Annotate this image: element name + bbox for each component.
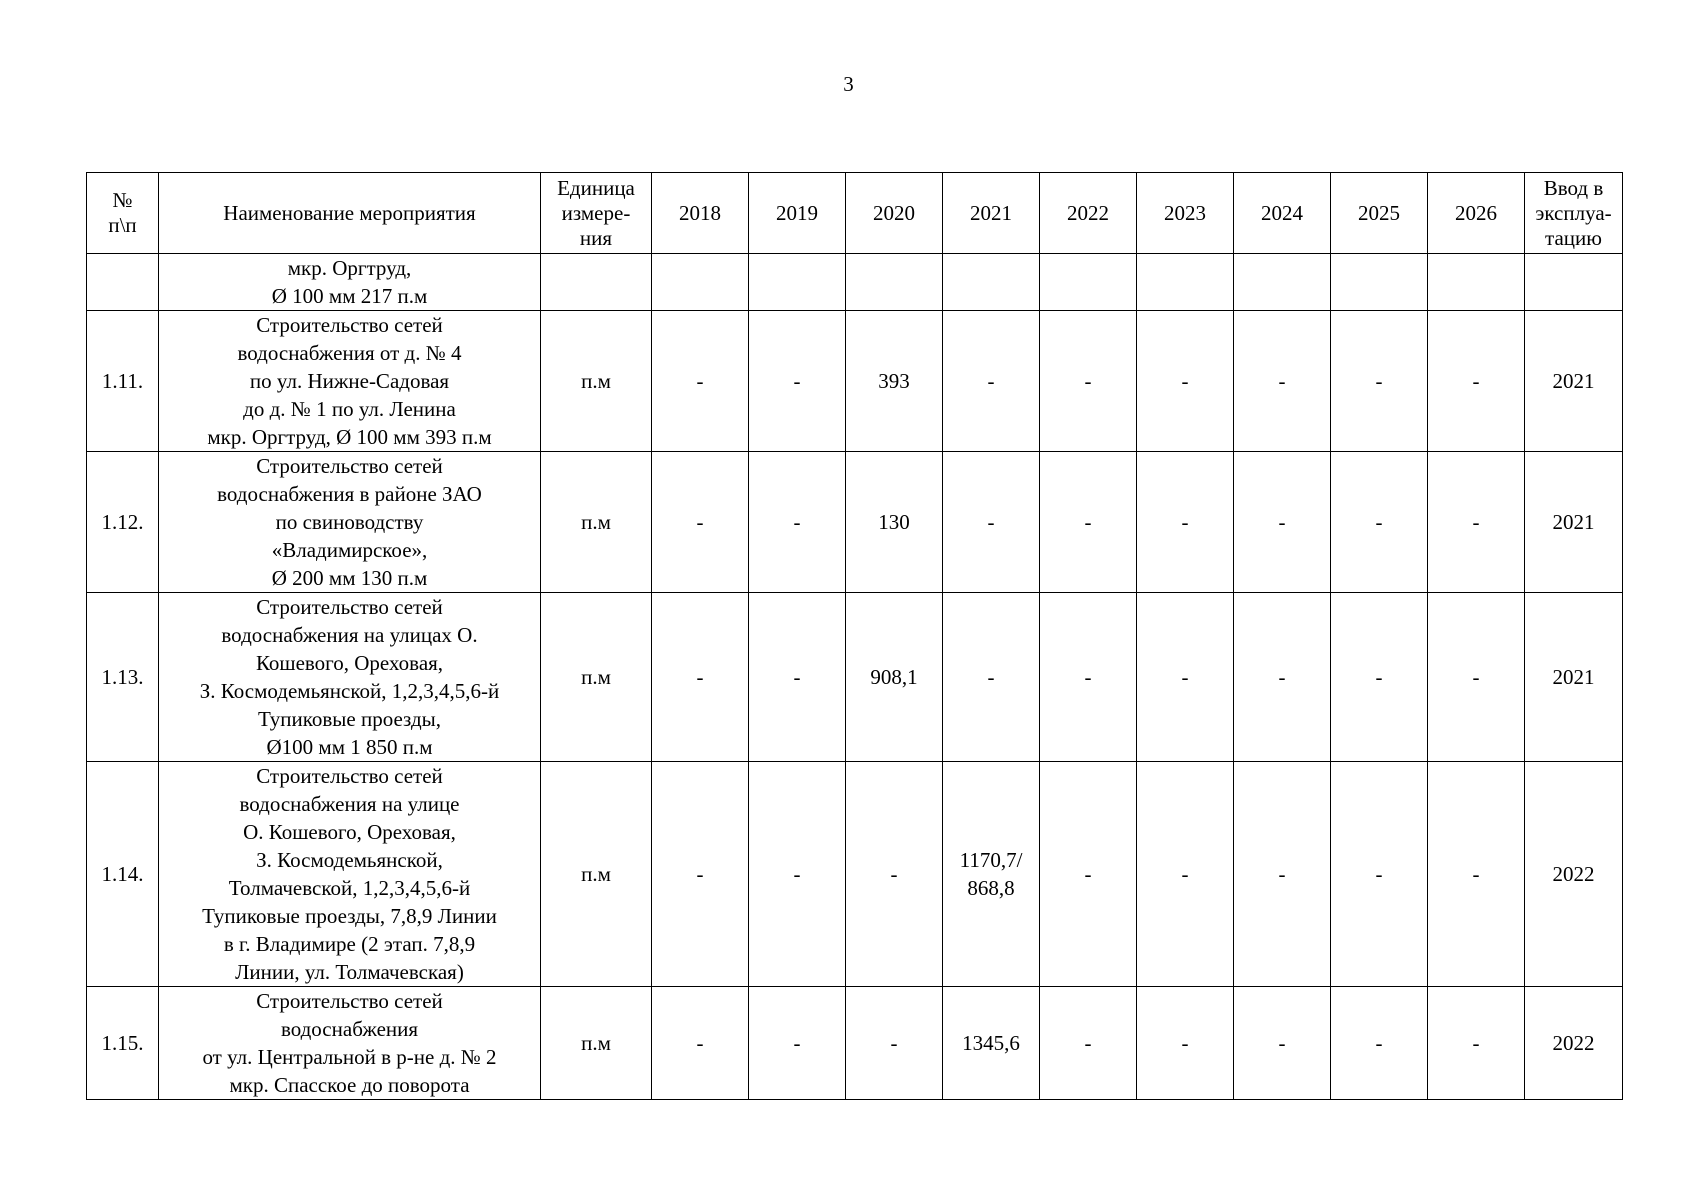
- row-2021: 1170,7/ 868,8: [943, 762, 1040, 987]
- row-2024: -: [1234, 987, 1331, 1100]
- row-2026: -: [1428, 762, 1525, 987]
- row-2025: -: [1331, 311, 1428, 452]
- row-2025: -: [1331, 593, 1428, 762]
- row-commission: 2021: [1525, 452, 1623, 593]
- header-2019: 2019: [749, 173, 846, 254]
- row-2019: -: [749, 987, 846, 1100]
- row-name: Строительство сетей водоснабжения в районе ЗАО по свиноводству «Владимирское», Ø 200 мм 130 п.м: [159, 452, 541, 593]
- row-2019: -: [749, 593, 846, 762]
- header-unit: Единица измере- ния: [541, 173, 652, 254]
- row-2022: -: [1040, 452, 1137, 593]
- header-2020: 2020: [846, 173, 943, 254]
- row-2025: -: [1331, 452, 1428, 593]
- row-num: 1.12.: [87, 452, 159, 593]
- row-2018: -: [652, 987, 749, 1100]
- header-2026: 2026: [1428, 173, 1525, 254]
- row-2026: -: [1428, 987, 1525, 1100]
- row-2021: -: [943, 593, 1040, 762]
- row-2020: -: [846, 762, 943, 987]
- row-name: мкр. Оргтруд, Ø 100 мм 217 п.м: [159, 254, 541, 311]
- row-2025: -: [1331, 987, 1428, 1100]
- row-2022: -: [1040, 311, 1137, 452]
- table-row: [87, 762, 1623, 987]
- table-row: [87, 593, 1623, 762]
- row-num: 1.14.: [87, 762, 159, 987]
- header-num: № п\п: [87, 173, 159, 254]
- table-row: [87, 311, 1623, 452]
- row-2022: -: [1040, 987, 1137, 1100]
- row-2021: -: [943, 452, 1040, 593]
- row-2024: -: [1234, 762, 1331, 987]
- row-2024: -: [1234, 593, 1331, 762]
- row-2018: -: [652, 452, 749, 593]
- row-name: Строительство сетей водоснабжения от ул. Центральной в р-не д. № 2 мкр. Спасское до поворота: [159, 987, 541, 1100]
- row-2020: 908,1: [846, 593, 943, 762]
- row-2019: [749, 254, 846, 311]
- row-unit: п.м: [541, 762, 652, 987]
- header-2022: 2022: [1040, 173, 1137, 254]
- row-2020: 130: [846, 452, 943, 593]
- row-2023: -: [1137, 452, 1234, 593]
- row-unit: п.м: [541, 311, 652, 452]
- row-2023: -: [1137, 987, 1234, 1100]
- row-2026: [1428, 254, 1525, 311]
- row-2025: -: [1331, 762, 1428, 987]
- row-num: 1.15.: [87, 987, 159, 1100]
- row-2018: [652, 254, 749, 311]
- row-2024: [1234, 254, 1331, 311]
- row-num: 1.11.: [87, 311, 159, 452]
- row-commission: 2022: [1525, 987, 1623, 1100]
- row-2026: -: [1428, 311, 1525, 452]
- row-2020: [846, 254, 943, 311]
- row-2022: -: [1040, 593, 1137, 762]
- table-row: [87, 987, 1623, 1100]
- row-2023: [1137, 254, 1234, 311]
- row-unit: п.м: [541, 987, 652, 1100]
- header-2023: 2023: [1137, 173, 1234, 254]
- row-num: 1.13.: [87, 593, 159, 762]
- row-name: Строительство сетей водоснабжения от д. № 4 по ул. Нижне-Садовая до д. № 1 по ул. Ленина мкр. Оргтруд, Ø 100 мм 393 п.м: [159, 311, 541, 452]
- row-commission: 2021: [1525, 593, 1623, 762]
- row-2021: [943, 254, 1040, 311]
- row-2023: -: [1137, 311, 1234, 452]
- page-number: 3: [843, 72, 854, 96]
- row-name: Строительство сетей водоснабжения на улицах О. Кошевого, Ореховая, З. Космодемьянской, 1,2,3,4,5,6-й Тупиковые проезды, Ø100 мм 1 850 п.м: [159, 593, 541, 762]
- header-commission: Ввод в эксплуа- тацию: [1525, 173, 1623, 254]
- row-2019: -: [749, 311, 846, 452]
- row-2025: [1331, 254, 1428, 311]
- row-unit: п.м: [541, 452, 652, 593]
- measures-table: [86, 172, 1623, 1100]
- header-2025: 2025: [1331, 173, 1428, 254]
- row-2023: -: [1137, 593, 1234, 762]
- row-2018: -: [652, 762, 749, 987]
- row-2020: -: [846, 987, 943, 1100]
- row-2020: 393: [846, 311, 943, 452]
- row-2024: -: [1234, 311, 1331, 452]
- row-2021: -: [943, 311, 1040, 452]
- row-2022: -: [1040, 762, 1137, 987]
- header-2021: 2021: [943, 173, 1040, 254]
- row-num: [87, 254, 159, 311]
- row-2019: -: [749, 452, 846, 593]
- table-header-row: [87, 173, 1623, 254]
- row-commission: 2022: [1525, 762, 1623, 987]
- header-2024: 2024: [1234, 173, 1331, 254]
- row-2018: -: [652, 593, 749, 762]
- row-2023: -: [1137, 762, 1234, 987]
- row-2021: 1345,6: [943, 987, 1040, 1100]
- row-2019: -: [749, 762, 846, 987]
- table-row: [87, 254, 1623, 311]
- header-2018: 2018: [652, 173, 749, 254]
- row-2018: -: [652, 311, 749, 452]
- header-name: Наименование мероприятия: [159, 173, 541, 254]
- row-2024: -: [1234, 452, 1331, 593]
- row-unit: [541, 254, 652, 311]
- row-2026: -: [1428, 593, 1525, 762]
- row-2022: [1040, 254, 1137, 311]
- row-2026: -: [1428, 452, 1525, 593]
- row-unit: п.м: [541, 593, 652, 762]
- row-name: Строительство сетей водоснабжения на улице О. Кошевого, Ореховая, З. Космодемьянской, Толмачевской, 1,2,3,4,5,6-й Тупиковые проезды, 7,8,9 Линии в г. Владимире (2 этап. 7,8,9 Линии, ул. Толмачевская): [159, 762, 541, 987]
- row-commission: [1525, 254, 1623, 311]
- row-commission: 2021: [1525, 311, 1623, 452]
- table-row: [87, 452, 1623, 593]
